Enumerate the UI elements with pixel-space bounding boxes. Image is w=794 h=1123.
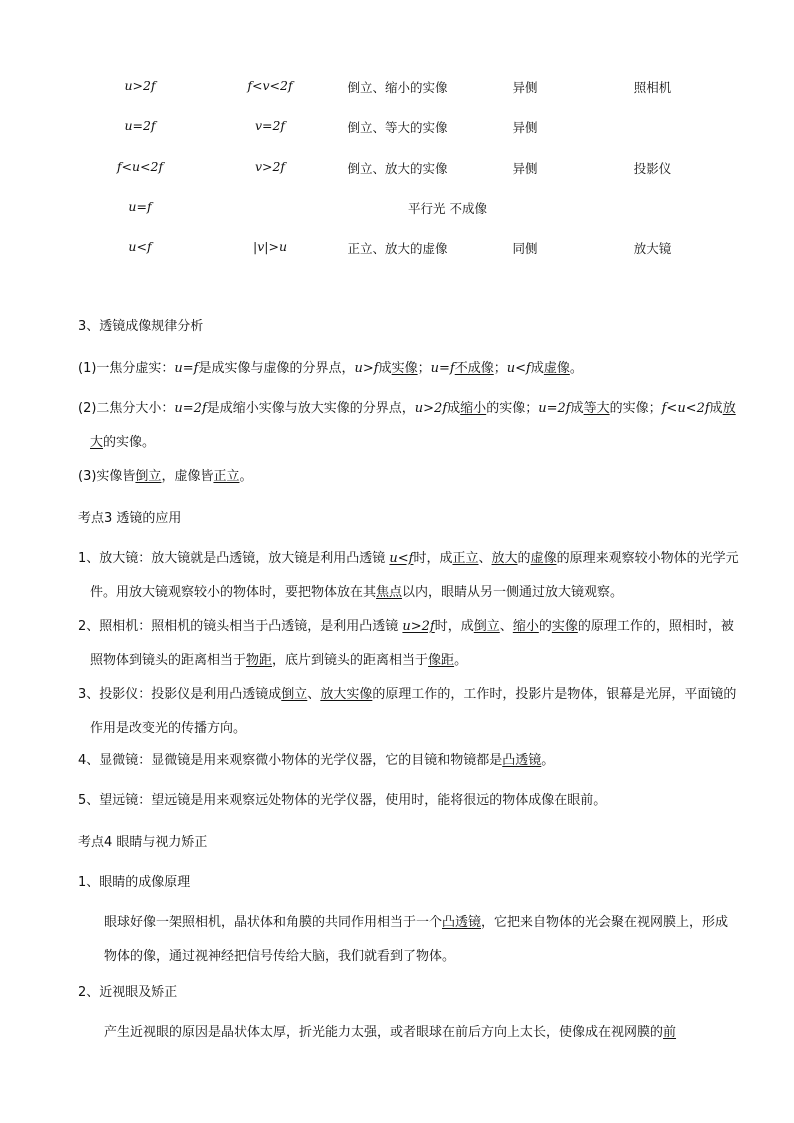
image-side: 异侧 bbox=[512, 120, 538, 135]
table-row bbox=[0, 239, 794, 259]
section-heading: 3、透镜成像规律分析 bbox=[78, 319, 204, 334]
image-distance: f<v<2f bbox=[247, 78, 293, 93]
table-row bbox=[0, 78, 794, 98]
image-nature: 倒立、缩小的实像 bbox=[347, 80, 448, 95]
image-nature: 正立、放大的虚像 bbox=[347, 241, 448, 256]
list-item: 3、投影仪：投影仪是利用凸透镜成倒立、放大实像的原理工作的，工作时，投影片是物体，银幕是光屏，平面镜的作用是改变光的传播方向。 bbox=[78, 687, 737, 736]
object-distance: f<u<2f bbox=[116, 159, 164, 174]
image-side: 异侧 bbox=[512, 161, 538, 176]
image-distance: v=2f bbox=[254, 118, 286, 133]
object-distance: u<f bbox=[128, 239, 152, 254]
list-item: 1、放大镜：放大镜就是凸透镜，放大镜是利用凸透镜 u<f时，成正立、放大的虚像的原理来观察较小物体的光学元件。用放大镜观察较小的物体时，要把物体放在其焦点以内，眼睛从另一侧通过放大镜观察。 bbox=[78, 551, 739, 600]
list-item: 4、显微镜：显微镜是用来观察微小物体的光学仪器，它的目镜和物镜都是凸透镜。 bbox=[78, 753, 555, 768]
table-row bbox=[0, 159, 794, 179]
object-distance: u=f bbox=[128, 199, 152, 214]
subsection-heading: 1、眼睛的成像原理 bbox=[78, 875, 191, 890]
paragraph: 眼球好像一架照相机，晶状体和角膜的共同作用相当于一个凸透镜，它把来自物体的光会聚在视网膜上，形成物体的像，通过视神经把信号传给大脑，我们就看到了物体。 bbox=[104, 915, 729, 964]
rule-paragraph-3: (3)实像皆倒立，虚像皆正立。 bbox=[78, 469, 253, 484]
topic-heading: 考点3 透镜的应用 bbox=[78, 511, 182, 526]
application: 照相机 bbox=[633, 80, 672, 95]
application: 放大镜 bbox=[633, 241, 672, 256]
merged-cell: 平行光 不成像 bbox=[408, 201, 487, 216]
rule-paragraph-2: (2)二焦分大小：u=2f是成缩小实像与放大实像的分界点，u>2f成缩小的实像；u=2f成等大的实像；f<u<2f成放大的实像。 bbox=[78, 401, 736, 450]
image-side: 异侧 bbox=[512, 80, 538, 95]
table-row bbox=[0, 199, 794, 219]
paragraph: 产生近视眼的原因是晶状体太厚，折光能力太强，或者眼球在前后方向上太长，使像成在视网膜的前 bbox=[104, 1025, 677, 1040]
object-distance: u=2f bbox=[124, 118, 156, 133]
subsection-heading: 2、近视眼及矫正 bbox=[78, 985, 178, 1000]
list-item: 5、望远镜：望远镜是用来观察远处物体的光学仪器，使用时，能将很远的物体成像在眼前。 bbox=[78, 793, 607, 808]
image-nature: 倒立、等大的实像 bbox=[347, 120, 448, 135]
application: 投影仪 bbox=[633, 161, 672, 176]
object-distance: u>2f bbox=[124, 78, 156, 93]
rule-paragraph-1: (1)一焦分虚实：u=f是成实像与虚像的分界点，u>f成实像；u=f不成像；u<f成虚像。 bbox=[78, 361, 583, 376]
topic-heading: 考点4 眼睛与视力矫正 bbox=[78, 835, 208, 850]
table-row bbox=[0, 118, 794, 138]
image-distance: v>2f bbox=[254, 159, 286, 174]
image-distance: |v|>u bbox=[252, 239, 287, 254]
image-nature: 倒立、放大的实像 bbox=[347, 161, 448, 176]
list-item: 2、照相机：照相机的镜头相当于凸透镜，是利用凸透镜 u>2f时，成倒立、缩小的实像的原理工作的，照相时，被照物体到镜头的距离相当于物距，底片到镜头的距离相当于像距。 bbox=[78, 619, 734, 668]
image-side: 同侧 bbox=[512, 241, 538, 256]
